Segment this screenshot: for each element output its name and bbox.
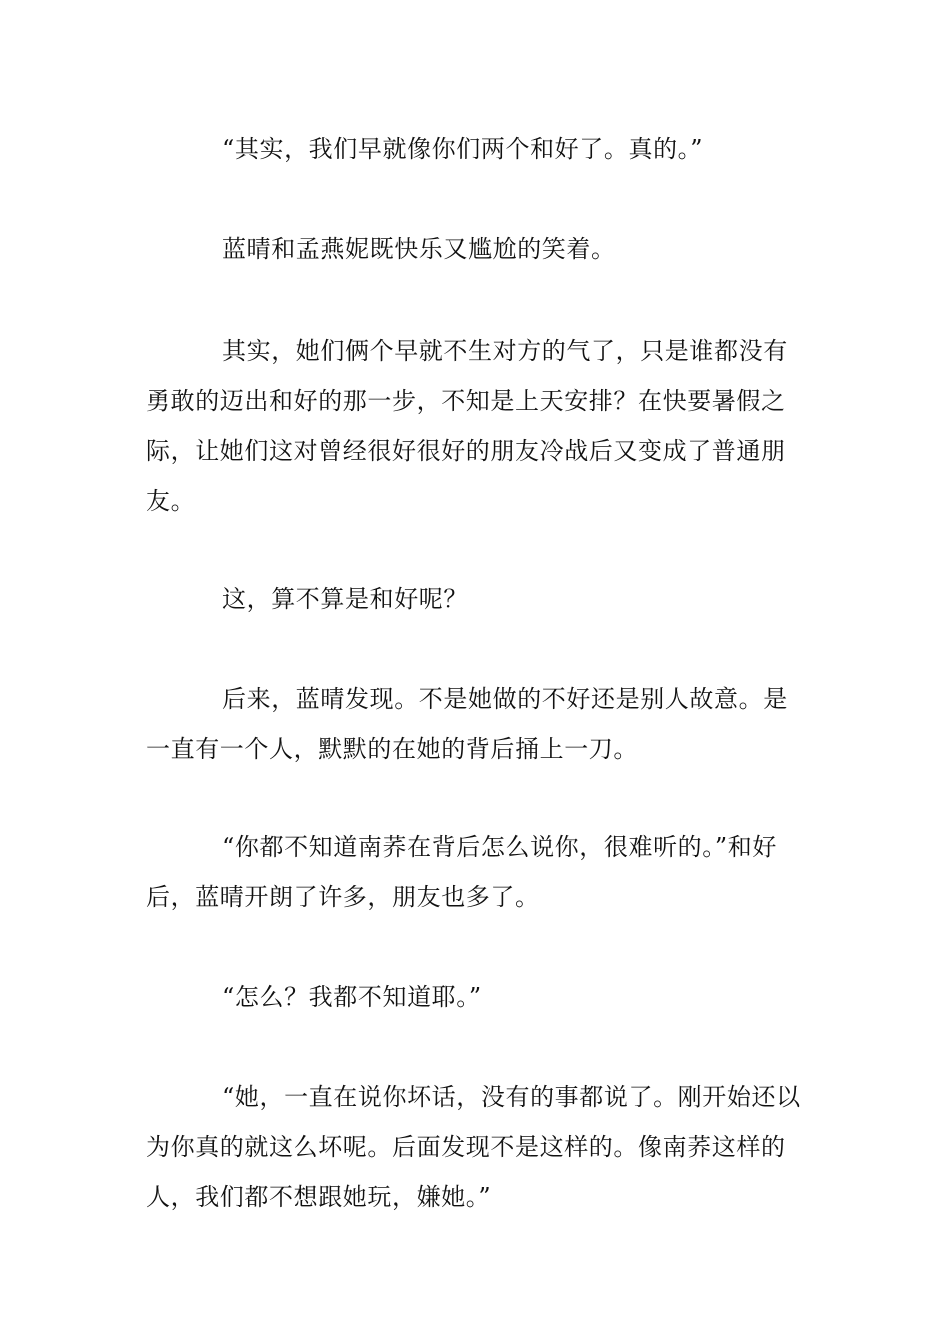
- paragraph: 蓝晴和孟燕妮既快乐又尴尬的笑着。: [222, 235, 616, 263]
- paragraph: 后来，蓝晴发现。不是她做的不好还是别人故意。是一直有一个人，默默的在她的背后捅上一刀。: [146, 685, 788, 763]
- paragraph: “她，一直在说你坏话，没有的事都说了。刚开始还以为你真的就这么坏呢。后面发现不是这样的。像南荞这样的人，我们都不想跟她玩，嫌她。”: [146, 1083, 801, 1211]
- paragraph: “怎么？我都不知道耶。”: [222, 983, 482, 1011]
- paragraph: 这，算不算是和好呢？: [222, 585, 468, 613]
- paragraph: “你都不知道南荞在背后怎么说你，很难听的。”和好后，蓝晴开朗了许多，朋友也多了。: [146, 833, 777, 911]
- paragraph: 其实，她们俩个早就不生对方的气了，只是谁都没有勇敢的迈出和好的那一步，不知是上天安排？在快要暑假之际，让她们这对曾经很好很好的朋友冷战后又变成了普通朋友。: [146, 337, 788, 515]
- paragraph: “其实，我们早就像你们两个和好了。真的。”: [222, 135, 704, 163]
